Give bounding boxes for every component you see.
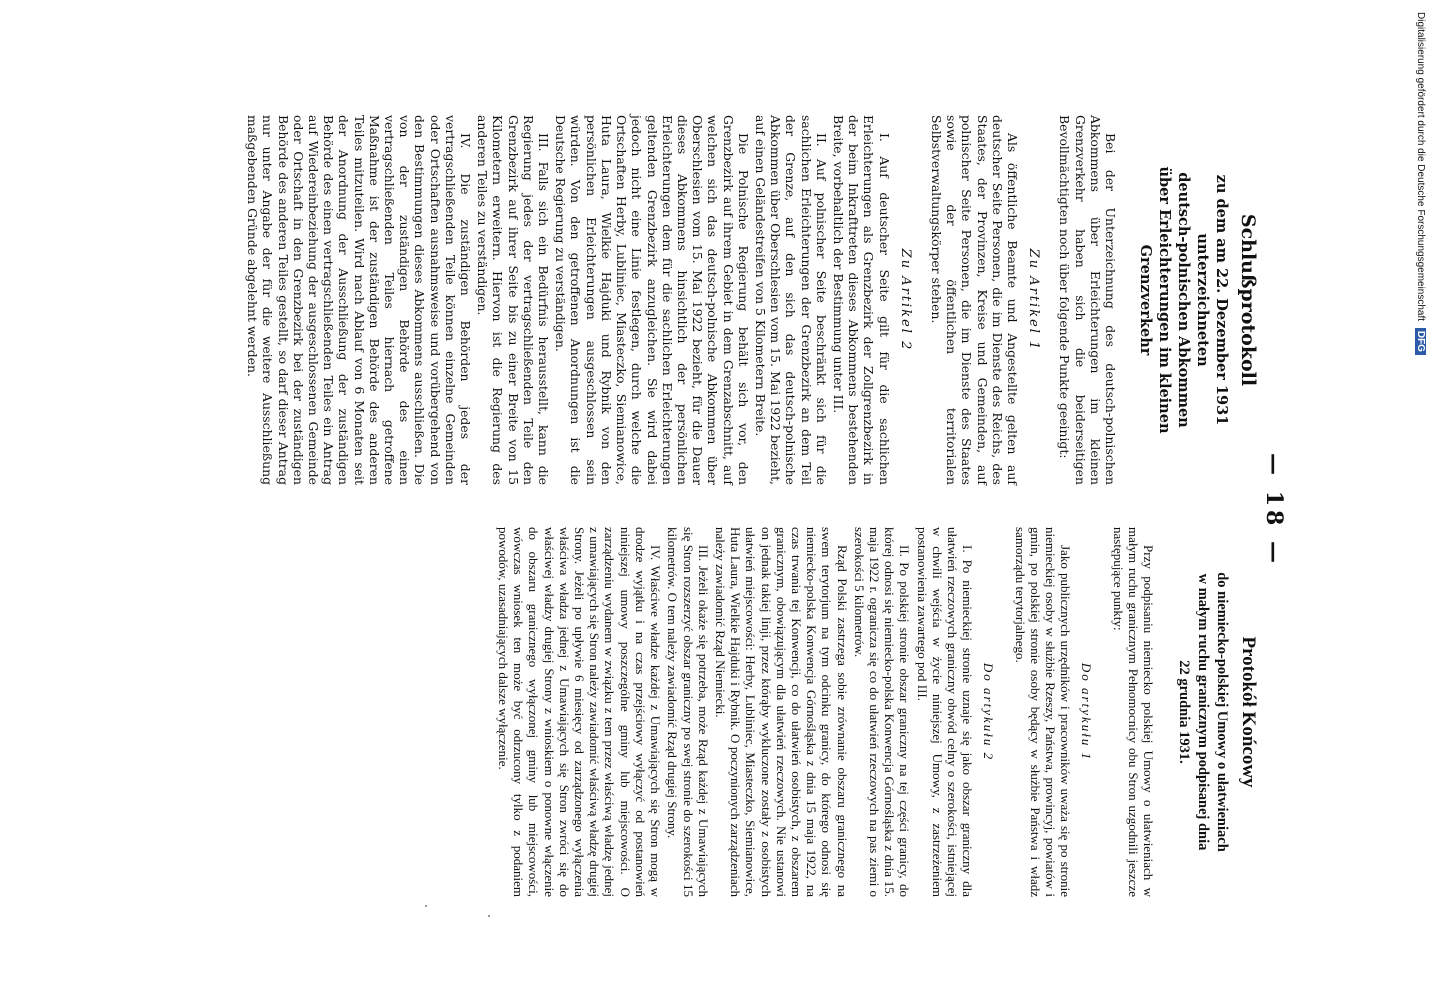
document-page xyxy=(113,115,1287,905)
polish-art2-paragraph: II. Po polskiej stronie obszar graniczny na tej części granicy, do której odnosi się niemiecko-polska Konwencja Górnośląska z dnia 15. maja 1922 r. ogranicza się co do ułatwień rzeczowych na pas ziemi o szerokości 5 kilometrów. xyxy=(851,527,913,897)
german-column xyxy=(243,115,1263,485)
german-subtitle-line: deutsch-polnischen Abkommen xyxy=(1175,172,1192,428)
dfg-note-text: Digitalisierung gefördert durch die Deutsche Forschungsgemeinschaft xyxy=(1415,12,1426,322)
scan-speck xyxy=(488,915,490,917)
german-art2-paragraph: Die Polnische Regierung behält sich vor, den Grenzbezirk auf ihrem Gebiet in dem Grenzabschnitt, auf welchen sich das deutsch-polnische Abkommen über Oberschlesien vom 15. Mai 1922 bezieht, für die Dauer dieses Abkommens hinsichtlich der persönlichen Erleichterungen dem für die sachlichen Erleichterungen geltenden Grenzbezirk anzugleichen. Sie wird dabei jedoch nicht eine Linie festlegen, durch welche die Ortschaften Herby, Lubliniec, Miasteczko, Siemianowice, Huta Laura, Wielkie Hajduki und Rybnik von den persönlichen Erleichterungen ausgeschlossen sein würden. Von den getroffenen Anordnungen ist die Deutsche Regierung zu verständigen. xyxy=(553,115,751,485)
polish-art2-paragraph: IV. Właściwe władze każdej z Umawiających się Stron mogą w drodze wyjątku i na czas przejściowy wyłączyć od postanowień niniejszej umowy poszczególne gminy lub miejscowości. O zarządzeniu wydanem w związku z tem przez właściwą władzę jednej z umawiających się Stron należy zawiadomić właściwą władzę drugiej Strony. Jeżeli po upływie 6 miesięcy od zarządzonego wyłączenia właściwa władza jednej z Umawiających się Stron zwróci się do właściwej władzy drugiej Strony z wnioskiem o ponowne włączenie do obszaru granicznego wyłączonej gminy lub miejscowości, wówczas wniosek ten może być odrzucony tylko z podaniem powodów, uzasadniających dalsze wyłączenie. xyxy=(496,527,664,897)
polish-art1-heading: Do artykułu 1 xyxy=(1079,662,1095,762)
scan-speck xyxy=(425,905,427,907)
german-art1-text: Als öffentliche Beamte und Angestellte gelten auf deutscher Seite Personen, die im Dienste des Reichs, des Staates, der Provinzen, Kreise und Gemeinden, auf polnischer Seite Personen, die im Dienste des Staates sowie der öffentlichen territorialen Selbstverwaltungskörper stehen. xyxy=(928,115,1020,485)
german-subtitle-line: über Erleichterungen im kleinen Grenzverkehr xyxy=(1137,166,1173,434)
polish-column xyxy=(494,527,1263,897)
dfg-logo: DFG xyxy=(1415,328,1426,355)
german-heading xyxy=(1136,115,1259,485)
german-art1-heading: Zu Artikel 1 xyxy=(1026,248,1042,352)
german-title: Schlußprotokoll xyxy=(1237,213,1259,387)
german-art2-paragraph: III. Falls sich ein Bedürfnis herausstellt, kann die Regierung jedes der vertragschließenden Teile den Grenzbezirk auf ihrer Seite bis zu einer Breite von 15 Kilometern erweitern. Hiervon ist die Regierung des anderen Teiles zu verständigen. xyxy=(475,115,552,485)
german-art2-paragraph: I. Auf deutscher Seite gilt für die sachlichen Erleichterungen als Grenzbezirk der Zollgrenzbezirk in der beim Inkrafttreten dieses Abkommens bestehenden Breite, vorbehaltlich der Bestimmung unter III. xyxy=(830,115,892,485)
page-number: — 18 — xyxy=(1261,453,1287,567)
polish-art2-heading: Do artykułu 2 xyxy=(981,662,997,762)
dfg-funding-note xyxy=(1415,12,1426,355)
polish-art2-paragraph: Rząd Polski zastrzega sobie zrównanie obszaru granicznego na swem terytorjum na tym odcinku granicy, do którego odnosi się niemiecko-polska Konwencja Górnośląska z dnia 15 maja 1922, na czas trwania tej Konwencji, co do ułatwień osobistych, z obszarem granicznym, obowiązującym dla ułatwień rzeczowych. Nie ustanowi on jednak takiej linji, przez którąby wykluczone zostały z osobistych ułatwień miejscowości: Herby, Lubliniec, Miasteczko, Siemianowice, Huta Laura, Wielkie Hajduki i Rybnik. O poczynionych zarządzeniach należy zawiadomić Rząd Niemiecki. xyxy=(712,527,850,897)
polish-subtitle-line: do niemiecko-polskiej Umowy o ułatwieniach xyxy=(1214,572,1230,852)
german-subtitle-line: zu dem am 22. Dezember 1931 unterzeichneten xyxy=(1194,174,1230,426)
polish-subtitle-line: 22 grudnia 1931. xyxy=(1176,660,1192,764)
polish-art2-paragraph: III. Jeżeli okaże się potrzeba, może Rząd każdej z Umawiających się Stron rozszerzyć obszar graniczny po swej stronie do szerokości 15 kilometrów. O tem należy zawiadomić Rząd drugiej Strony. xyxy=(665,527,711,897)
german-art2-paragraph: IV. Die zuständigen Behörden jedes der vertragschließenden Teile können einzelne Gemeinden oder Ortschaften ausnahmsweise und vorübergehend von den Bestimmungen dieses Abkommens ausschließen. Die von der zuständigen Behörde des einen vertragschließenden Teiles hiernach getroffene Maßnahme ist der zuständigen Behörde des anderen Teiles mitzuteilen. Wird nach Ablauf von 6 Monaten seit der Anordnung der Ausschließung der zuständigen Behörde des einen vertragschließenden Teiles ein Antrag auf Wiedereinbeziehung der ausgeschlossenen Gemeinde oder Ortschaft in den Grenzbezirk bei der zuständigen Behörde des anderen Teiles gestellt, so darf dieser Antrag nur unter Angabe der für die weitere Ausschließung maßgebenden Gründe abgelehnt werden. xyxy=(245,115,474,485)
german-art2-heading: Zu Artikel 2 xyxy=(897,248,913,352)
polish-title: Protokół Końcowy xyxy=(1238,636,1259,788)
polish-subtitle-line: w małym ruchu granicznym podpisanej dnia xyxy=(1195,573,1211,851)
german-intro: Bei der Unterzeichnung des deutsch-polnischen Abkommens über Erleichterungen im kleinen Grenzverkehr haben sich die beiderseitigen Bevollmächtigten noch über folgende Punkte geeinigt: xyxy=(1057,115,1118,485)
polish-art2-paragraph: I. Po niemieckiej stronie uznaje się jako obszar graniczny dla ułatwień rzeczowych graniczny obwód celny o szerokości, istniejącej w chwili wejścia w życie niniejszej Umowy, z zastrzeżeniem postanowienia zawartego pod III. xyxy=(914,527,976,897)
german-art2-paragraph: II. Auf polnischer Seite beschränkt sich für die sachlichen Erleichterungen der Grenzbezirk an dem Teil der Grenze, auf den sich das deutsch-polnische Abkommen über Oberschlesien vom 15. Mai 1922 bezieht, auf einen Geländestreifen von 5 Kilometern Breite. xyxy=(752,115,829,485)
polish-art1-text: Jako publicznych urzędników i pracowników uważa się po stronie niemieckiej osoby w służbie Rzeszy, Państwa, prowincyj, powiatów i gmin, po polskiej stronie osoby będący w służbie Państwa i władz samorządu terytorjalnego. xyxy=(1012,527,1074,897)
polish-intro: Przy podpisaniu niemiecko polskiej Umowy o ułatwieniach w małym ruchu granicznym Pełnomocnicy obu Stron uzgodnili jeszcze następujące punkty: xyxy=(1110,527,1156,897)
polish-heading xyxy=(1174,527,1259,897)
